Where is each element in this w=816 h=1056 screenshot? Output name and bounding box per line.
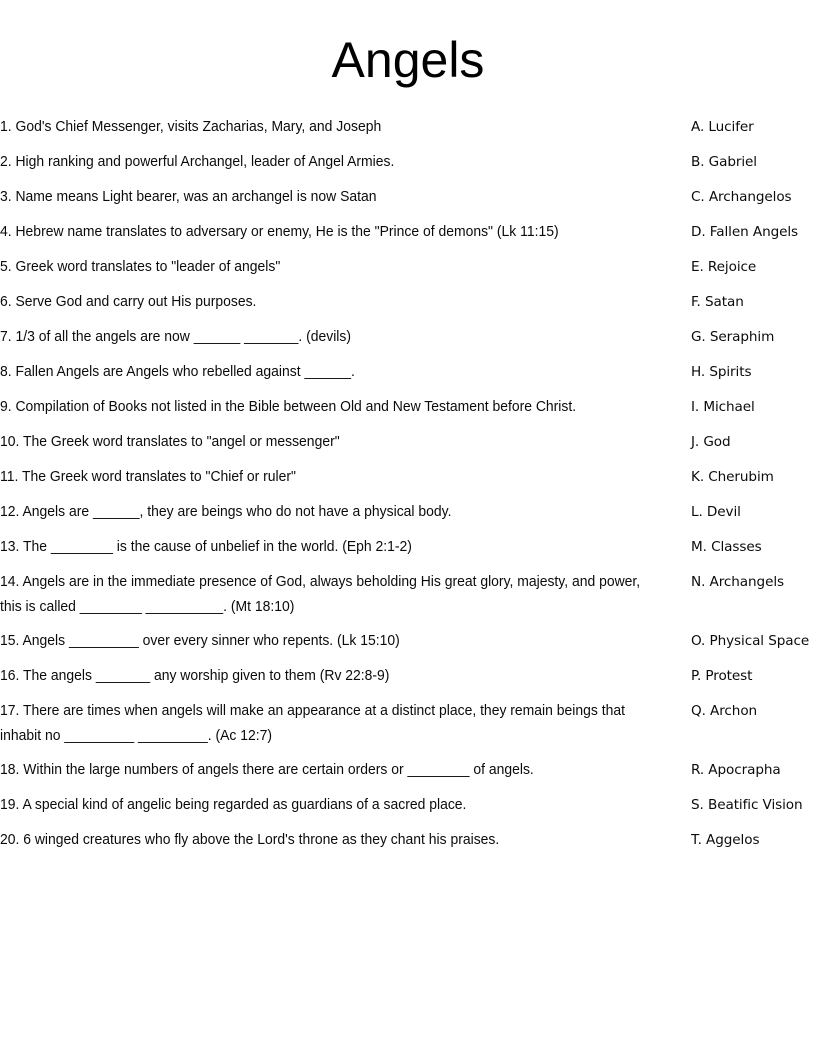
qa-row bbox=[0, 180, 816, 215]
question-text: 18. Within the large numbers of angels there are certain orders or ________ of angels. bbox=[0, 762, 534, 778]
qa-row bbox=[0, 425, 816, 460]
answer-choice: F. Satan bbox=[691, 294, 744, 310]
answer-choice: T. Aggelos bbox=[691, 832, 760, 848]
question-text: 3. Name means Light bearer, was an archangel is now Satan bbox=[0, 189, 377, 205]
answer-choice: J. God bbox=[691, 434, 731, 450]
qa-row bbox=[0, 215, 816, 250]
qa-row bbox=[0, 110, 816, 145]
qa-row bbox=[0, 320, 816, 355]
qa-row bbox=[0, 530, 816, 565]
answer-choice: C. Archangelos bbox=[691, 189, 792, 205]
question-text: 8. Fallen Angels are Angels who rebelled against ______. bbox=[0, 364, 355, 380]
qa-row bbox=[0, 145, 816, 180]
question-text: 10. The Greek word translates to "angel or messenger" bbox=[0, 434, 340, 450]
question-text: 7. 1/3 of all the angels are now ______ _______. (devils) bbox=[0, 329, 351, 345]
question-text: 15. Angels _________ over every sinner who repents. (Lk 15:10) bbox=[0, 633, 400, 649]
qa-row bbox=[0, 753, 816, 788]
answer-choice: D. Fallen Angels bbox=[691, 224, 799, 240]
question-text: 4. Hebrew name translates to adversary or enemy, He is the "Prince of demons" (Lk 11:15) bbox=[0, 224, 559, 240]
question-text: 11. The Greek word translates to "Chief or ruler" bbox=[0, 469, 297, 485]
question-text: 17. There are times when angels will make an appearance at a distinct place, they remain beings that inhabit no _________ _________. (Ac 12:7) bbox=[0, 703, 625, 744]
question-text: 20. 6 winged creatures who fly above the Lord's throne as they chant his praises. bbox=[0, 832, 500, 848]
qa-row bbox=[0, 823, 816, 858]
page-title: Angels bbox=[331, 32, 485, 88]
question-text: 14. Angels are in the immediate presence of God, always beholding His great glory, majesty, and power, this is called ________ __________. (Mt 18:10) bbox=[0, 574, 641, 615]
qa-row bbox=[0, 390, 816, 425]
answer-choice: H. Spirits bbox=[691, 364, 752, 380]
answer-choice: M. Classes bbox=[691, 539, 762, 555]
question-text: 19. A special kind of angelic being regarded as guardians of a sacred place. bbox=[0, 797, 467, 813]
qa-row bbox=[0, 694, 816, 753]
answer-choice: A. Lucifer bbox=[691, 119, 754, 135]
answer-choice: L. Devil bbox=[691, 504, 741, 520]
answer-choice: I. Michael bbox=[691, 399, 755, 415]
question-text: 12. Angels are ______, they are beings who do not have a physical body. bbox=[0, 504, 452, 520]
question-text: 16. The angels _______ any worship given to them (Rv 22:8-9) bbox=[0, 668, 390, 684]
qa-row bbox=[0, 495, 816, 530]
answer-choice: Q. Archon bbox=[691, 703, 758, 719]
answer-choice: G. Seraphim bbox=[691, 329, 775, 345]
qa-row bbox=[0, 624, 816, 659]
qa-row bbox=[0, 788, 816, 823]
answer-choice: S. Beatific Vision bbox=[691, 797, 803, 813]
qa-row bbox=[0, 355, 816, 390]
answer-choice: B. Gabriel bbox=[691, 154, 757, 170]
question-text: 1. God's Chief Messenger, visits Zacharias, Mary, and Joseph bbox=[0, 119, 382, 135]
answer-choice: O. Physical Space bbox=[691, 633, 810, 649]
answer-choice: R. Apocrapha bbox=[691, 762, 781, 778]
question-text: 13. The ________ is the cause of unbelief in the world. (Eph 2:1-2) bbox=[0, 539, 412, 555]
qa-row bbox=[0, 565, 816, 624]
qa-row bbox=[0, 285, 816, 320]
question-text: 5. Greek word translates to "leader of angels" bbox=[0, 259, 281, 275]
answer-choice: N. Archangels bbox=[691, 574, 784, 590]
qa-row bbox=[0, 460, 816, 495]
question-text: 2. High ranking and powerful Archangel, leader of Angel Armies. bbox=[0, 154, 395, 170]
question-text: 6. Serve God and carry out His purposes. bbox=[0, 294, 257, 310]
matching-worksheet-body bbox=[0, 110, 816, 858]
qa-row bbox=[0, 659, 816, 694]
qa-row bbox=[0, 250, 816, 285]
answer-choice: E. Rejoice bbox=[691, 259, 757, 275]
answer-choice: P. Protest bbox=[691, 668, 753, 684]
answer-choice: K. Cherubim bbox=[691, 469, 774, 485]
question-text: 9. Compilation of Books not listed in the Bible between Old and New Testament before Christ. bbox=[0, 399, 577, 415]
